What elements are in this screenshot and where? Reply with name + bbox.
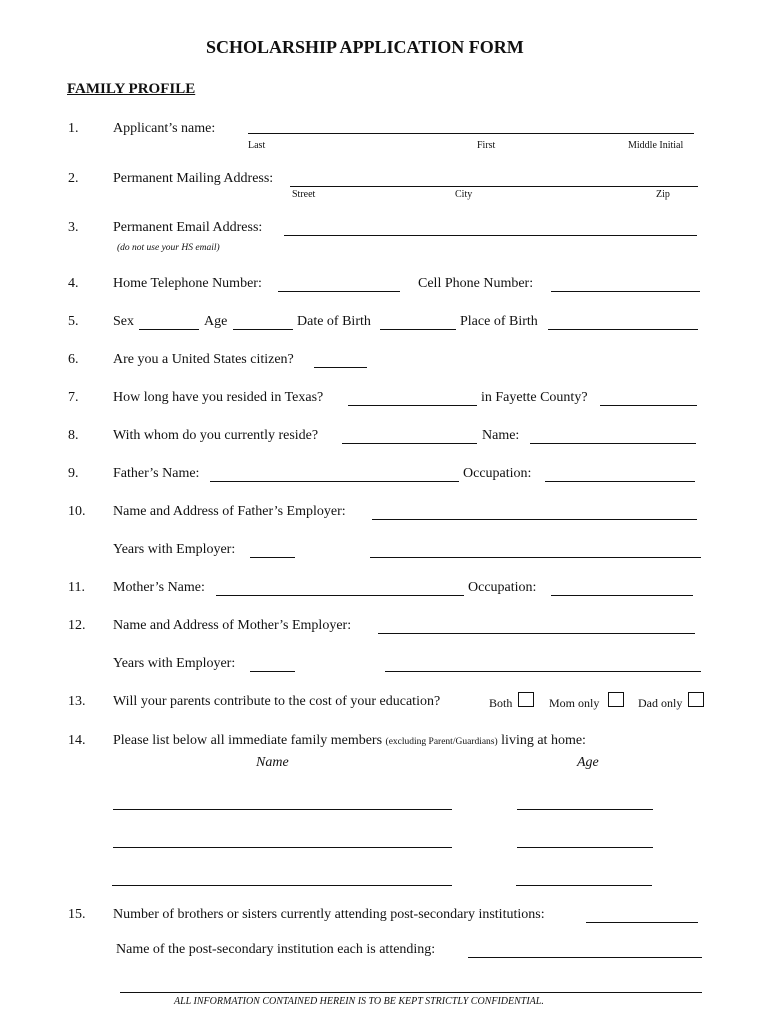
email-field[interactable] [284,235,697,236]
family-member-age-field-2[interactable] [517,847,653,848]
q4-number: 4. [68,276,79,291]
q10-years-label: Years with Employer: [113,542,236,557]
q14-label-b: living at home: [501,733,586,748]
county-residence-field[interactable] [600,405,697,406]
place-of-birth-field[interactable] [548,329,698,330]
q11-number: 11. [68,580,85,595]
q7-texas-label: How long have you resided in Texas? [113,390,324,405]
sex-field[interactable] [139,329,199,330]
q9-occupation-label: Occupation: [463,466,532,481]
footer-confidential: ALL INFORMATION CONTAINED HEREIN IS TO BE KEPT STRICTLY CONFIDENTIAL. [174,996,544,1007]
q3-note: (do not use your HS email) [117,243,220,253]
q1-sub-middle-initial: Middle Initial [628,140,684,151]
father-years-field[interactable] [250,557,295,558]
family-member-name-field-3[interactable] [112,885,452,886]
q3-label: Permanent Email Address: [113,220,263,235]
q14-age-column: Age [577,755,599,770]
q2-label: Permanent Mailing Address: [113,171,274,186]
both-checkbox[interactable] [518,692,534,707]
q15-number: 15. [68,907,86,922]
mother-name-field[interactable] [216,595,464,596]
q1-label: Applicant’s name: [113,121,216,136]
cell-phone-field[interactable] [551,291,700,292]
mother-occupation-field[interactable] [551,595,693,596]
q15-institution-label: Name of the post-secondary institution each is attending: [116,942,436,957]
q12-years-label: Years with Employer: [113,656,236,671]
applicant-name-field[interactable] [248,133,694,134]
siblings-count-field[interactable] [586,922,698,923]
q3-number: 3. [68,220,79,235]
q14-name-column: Name [256,755,289,770]
mother-employer-address-field[interactable] [385,671,701,672]
q6-label: Are you a United States citizen? [113,352,294,367]
date-of-birth-field[interactable] [380,329,456,330]
q13-mom-label: Mom only [549,696,600,710]
q5-dob-label: Date of Birth [297,314,371,329]
footer-rule [120,992,702,993]
mailing-address-field[interactable] [290,186,698,187]
q12-label: Name and Address of Mother’s Employer: [113,618,352,633]
q9-father-label: Father’s Name: [113,466,200,481]
q6-number: 6. [68,352,79,367]
q14-label-a: Please list below all immediate family members [113,733,383,748]
q1-sub-first: First [477,140,496,151]
q13-label: Will your parents contribute to the cost of your education? [113,694,441,709]
mother-employer-field[interactable] [378,633,695,634]
mother-years-field[interactable] [250,671,295,672]
q1-sub-last: Last [248,140,266,151]
q11-mother-label: Mother’s Name: [113,580,205,595]
section-heading: FAMILY PROFILE [67,81,196,97]
home-phone-field[interactable] [278,291,400,292]
q4-home-label: Home Telephone Number: [113,276,262,291]
q8-number: 8. [68,428,79,443]
q14-label-small: (excluding Parent/Guardians) [385,737,498,747]
q10-number: 10. [68,504,86,519]
institution-name-field[interactable] [468,957,702,958]
q15-label: Number of brothers or sisters currently attending post-secondary institutions: [113,907,545,922]
father-occupation-field[interactable] [545,481,695,482]
citizen-field[interactable] [314,367,367,368]
family-member-age-field-3[interactable] [516,885,652,886]
q5-pob-label: Place of Birth [460,314,538,329]
family-member-name-field-1[interactable] [113,809,452,810]
reside-with-field[interactable] [342,443,477,444]
q2-number: 2. [68,171,79,186]
q5-age-label: Age [204,314,228,329]
q5-number: 5. [68,314,79,329]
q2-sub-city: City [455,189,473,200]
family-member-age-field-1[interactable] [517,809,653,810]
q14-number: 14. [68,733,86,748]
q2-sub-street: Street [292,189,316,200]
q2-sub-zip: Zip [656,189,670,200]
q8-name-label: Name: [482,428,520,443]
q7-number: 7. [68,390,79,405]
form-title: SCHOLARSHIP APPLICATION FORM [206,37,524,57]
father-name-field[interactable] [210,481,459,482]
q5-sex-label: Sex [113,314,134,329]
q4-cell-label: Cell Phone Number: [418,276,534,291]
texas-residence-field[interactable] [348,405,477,406]
q13-both-label: Both [489,696,513,710]
q1-number: 1. [68,121,79,136]
q7-county-label: in Fayette County? [481,390,588,405]
dad-only-checkbox[interactable] [688,692,704,707]
q9-number: 9. [68,466,79,481]
q13-dad-label: Dad only [638,696,683,710]
mom-only-checkbox[interactable] [608,692,624,707]
reside-name-field[interactable] [530,443,696,444]
q10-label: Name and Address of Father’s Employer: [113,504,346,519]
q8-reside-label: With whom do you currently reside? [113,428,319,443]
age-field[interactable] [233,329,293,330]
family-member-name-field-2[interactable] [113,847,452,848]
q13-number: 13. [68,694,86,709]
q11-occupation-label: Occupation: [468,580,537,595]
father-employer-address-field[interactable] [370,557,701,558]
father-employer-field[interactable] [372,519,697,520]
q14-label [113,733,586,749]
q12-number: 12. [68,618,86,633]
